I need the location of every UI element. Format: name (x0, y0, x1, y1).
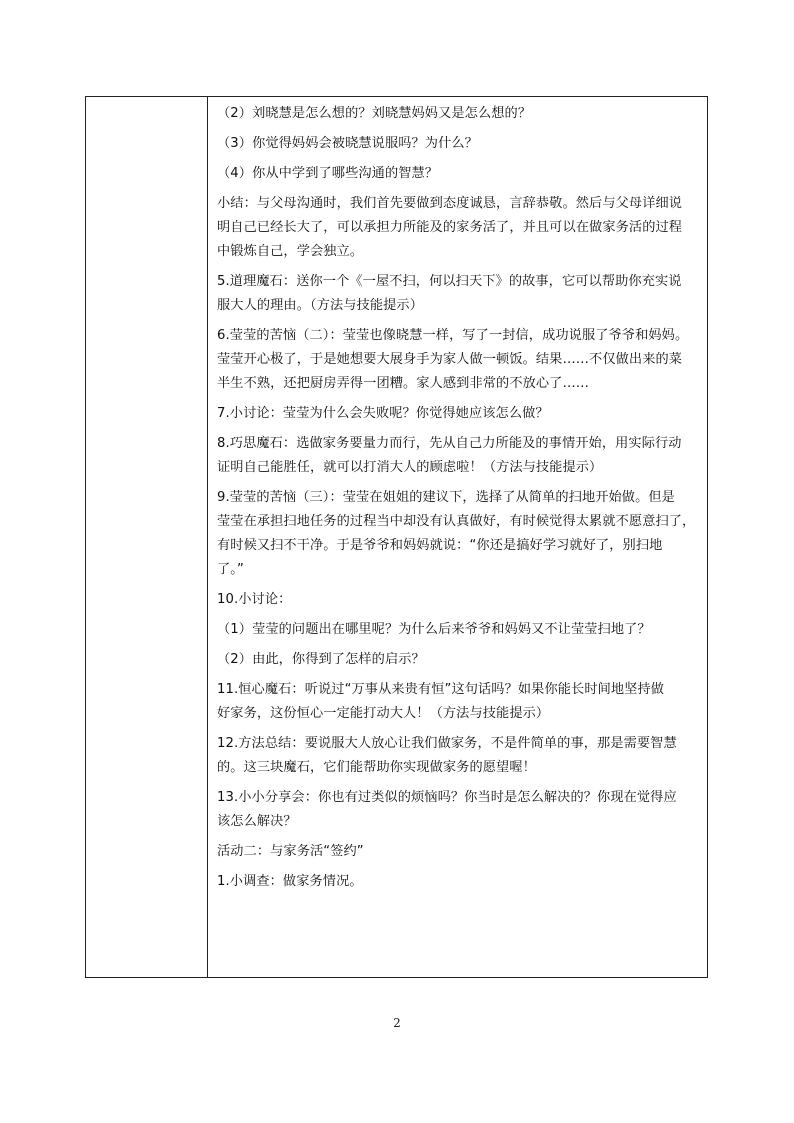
paragraph-line: （1）莹莹的问题出在哪里呢？为什么后来爷爷和妈妈又不让莹莹扫地了？ (217, 622, 651, 637)
content-paragraph (217, 588, 701, 612)
table-content-cell (208, 97, 707, 977)
paragraph-line: 半生不熟，还把厨房弄得一团糟。家人感到非常的不放心了…… (217, 376, 590, 391)
paragraph-line: 明自己已经长大了，可以承担力所能及的家务活了，并且可以在做家务活的过程 (217, 220, 683, 235)
content-paragraph (217, 102, 701, 126)
paragraph-line: （3）你觉得妈妈会被晓慧说服吗？为什么？ (217, 136, 478, 151)
content-paragraph (217, 786, 701, 834)
paragraph-line: 小结：与父母沟通时，我们首先要做到态度诚恳，言辞恭敬。然后与父母详细说 (217, 196, 683, 211)
paragraph-line: 5.道理魔石：送你一个《一屋不扫，何以扫天下》的故事，它可以帮助你充实说 (217, 274, 682, 289)
paragraph-line: 了。” (217, 562, 244, 577)
paragraph-line: 7.小讨论：莹莹为什么会失败呢？你觉得她应该怎么做？ (217, 406, 549, 421)
paragraph-line: 8.巧思魔石：选做家务要量力而行，先从自己力所能及的事情开始，用实际行动 (217, 436, 682, 451)
content-paragraph (217, 648, 701, 672)
paragraph-line: 好家务，这份恒心一定能打动大人！（方法与技能提示） (217, 706, 550, 721)
paragraph-line: 的。这三块魔石，它们能帮助你实现做家务的愿望喔！ (217, 760, 536, 775)
paragraph-line: 中锻炼自己，学会独立。 (217, 244, 364, 259)
paragraph-line: （4）你从中学到了哪些沟通的智慧？ (217, 166, 439, 181)
paragraph-line: 12.方法总结：要说服大人放心让我们做家务，不是件简单的事，那是需要智慧 (217, 736, 677, 751)
content-paragraph (217, 618, 701, 642)
content-paragraph (217, 270, 701, 318)
paragraph-line: 莹莹在承担扫地任务的过程当中却没有认真做好，有时候觉得太累就不愿意扫了， (217, 514, 696, 529)
paragraph-line: 有时候又扫不干净。于是爷爷和妈妈就说：“你还是搞好学习就好了，别扫地 (217, 538, 663, 553)
paragraph-line: 9.莹莹的苦恼（三）：莹莹在姐姐的建议下，选择了从简单的扫地开始做。但是 (217, 490, 675, 505)
content-paragraph (217, 162, 701, 186)
table-left-cell (86, 97, 208, 977)
paragraph-line: 11.恒心魔石：听说过“万事从来贵有恒”这句话吗？如果你能长时间地坚持做 (217, 682, 665, 697)
paragraph-line: 证明自己能胜任，就可以打消大人的顾虑啦！（方法与技能提示） (217, 460, 603, 475)
content-paragraph (217, 324, 701, 396)
lesson-table (85, 96, 708, 978)
paragraph-line: 1.小调查：做家务情况。 (217, 874, 363, 889)
paragraph-line: （2）刘晓慧是怎么想的？刘晓慧妈妈又是怎么想的？ (217, 106, 532, 121)
paragraph-line: 服大人的理由。（方法与技能提示） (217, 298, 423, 313)
page-number: 2 (393, 1016, 401, 1030)
content-paragraph (217, 192, 701, 264)
paragraph-line: 6.莹莹的苦恼（二）：莹莹也像晓慧一样，写了一封信，成功说服了爷爷和妈妈。 (217, 328, 689, 343)
content-paragraph (217, 402, 701, 426)
content-paragraph (217, 432, 701, 480)
paragraph-line: （2）由此，你得到了怎样的启示？ (217, 652, 425, 667)
paragraph-line: 13.小小分享会：你也有过类似的烦恼吗？你当时是怎么解决的？你现在觉得应 (217, 790, 677, 805)
content-paragraph (217, 486, 701, 582)
paragraph-line: 10.小讨论： (217, 592, 292, 607)
paragraph-line: 莹莹开心极了，于是她想要大展身手为家人做一顿饭。结果……不仅做出来的菜 (217, 352, 683, 367)
content-paragraph (217, 870, 701, 894)
content-paragraph (217, 732, 701, 780)
paragraph-line: 活动二：与家务活“签约” (217, 844, 364, 859)
content-paragraph (217, 840, 701, 864)
content-paragraph (217, 678, 701, 726)
content-paragraph (217, 132, 701, 156)
paragraph-line: 该怎么解决？ (217, 814, 297, 829)
